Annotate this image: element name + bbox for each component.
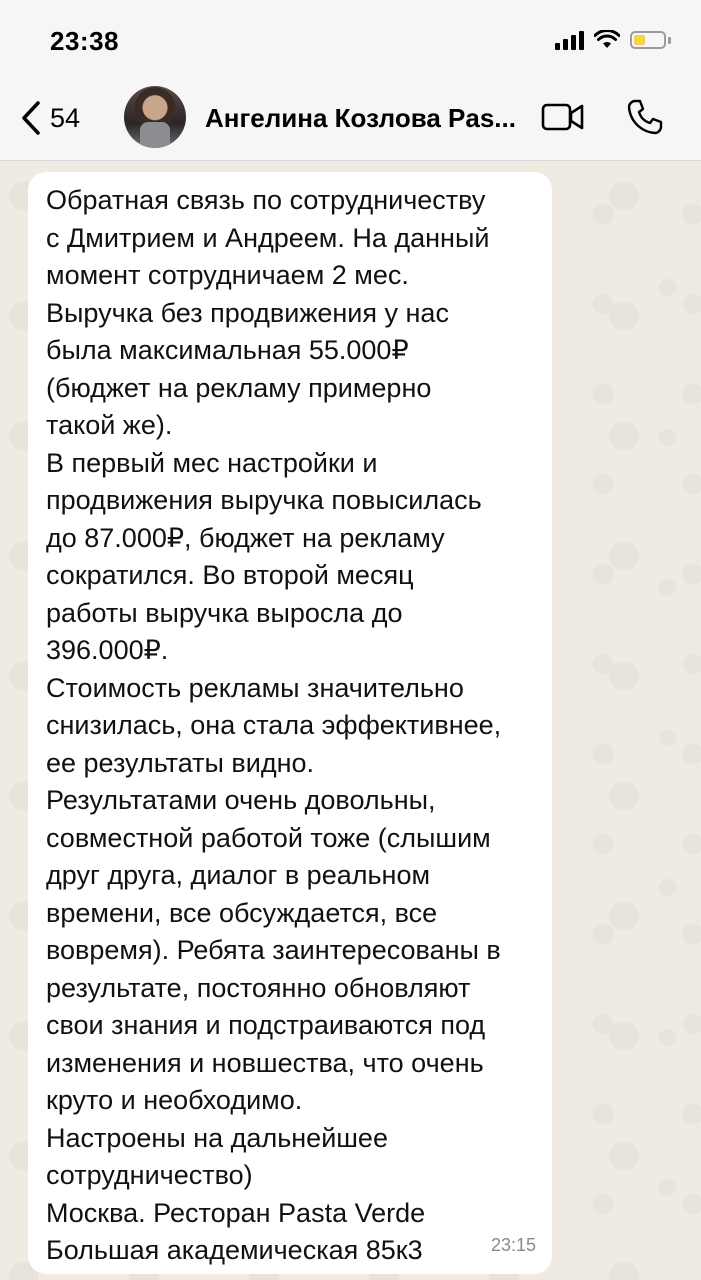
chevron-left-icon	[20, 100, 42, 136]
phone-icon[interactable]	[626, 98, 664, 136]
battery-icon	[630, 31, 671, 49]
battery-fill	[634, 35, 645, 45]
top-bar	[0, 0, 701, 161]
video-camera-icon[interactable]	[541, 102, 585, 132]
back-button[interactable]	[20, 100, 80, 136]
contact-avatar[interactable]	[124, 86, 186, 148]
contact-name[interactable]: Ангелина Козлова Pas...	[205, 103, 516, 133]
status-time: 23:38	[50, 26, 119, 56]
cellular-signal-icon	[555, 30, 584, 50]
status-icons	[555, 30, 671, 50]
message-timestamp: 23:15	[490, 1235, 536, 1255]
message-text: Обратная связь по сотрудничеству с Дмитрием и Андреем. На данный момент сотрудничаем 2 мес. Выручка без продвижения у нас была максимальная 55.000₽ (бюджет на рекламу примерно такой же). В первый мес настройки и продвижения выручка повысилась до 87.000₽, бюджет на рекламу сократился. Во второй месяц работы выручка выросла до 396.000₽. Стоимость рекламы значительно снизилась, она стала эффективнее, ее результаты видно. Результатами очень довольны, совместной работой тоже (слышим друг друга, диалог в реальном времени, все обсуждается, все вовремя). Ребята заинтересованы в результате, постоянно обновляют свои знания и подстраиваются под изменения и новшества, что очень круто и необходимо. Настроены на дальнейшее сотрудничество) Москва. Ресторан Pasta Verde Большая академическая 85к3	[46, 185, 502, 1265]
unread-count: 54	[50, 102, 81, 133]
wifi-icon	[594, 30, 620, 50]
message-bubble[interactable]	[28, 172, 552, 1274]
